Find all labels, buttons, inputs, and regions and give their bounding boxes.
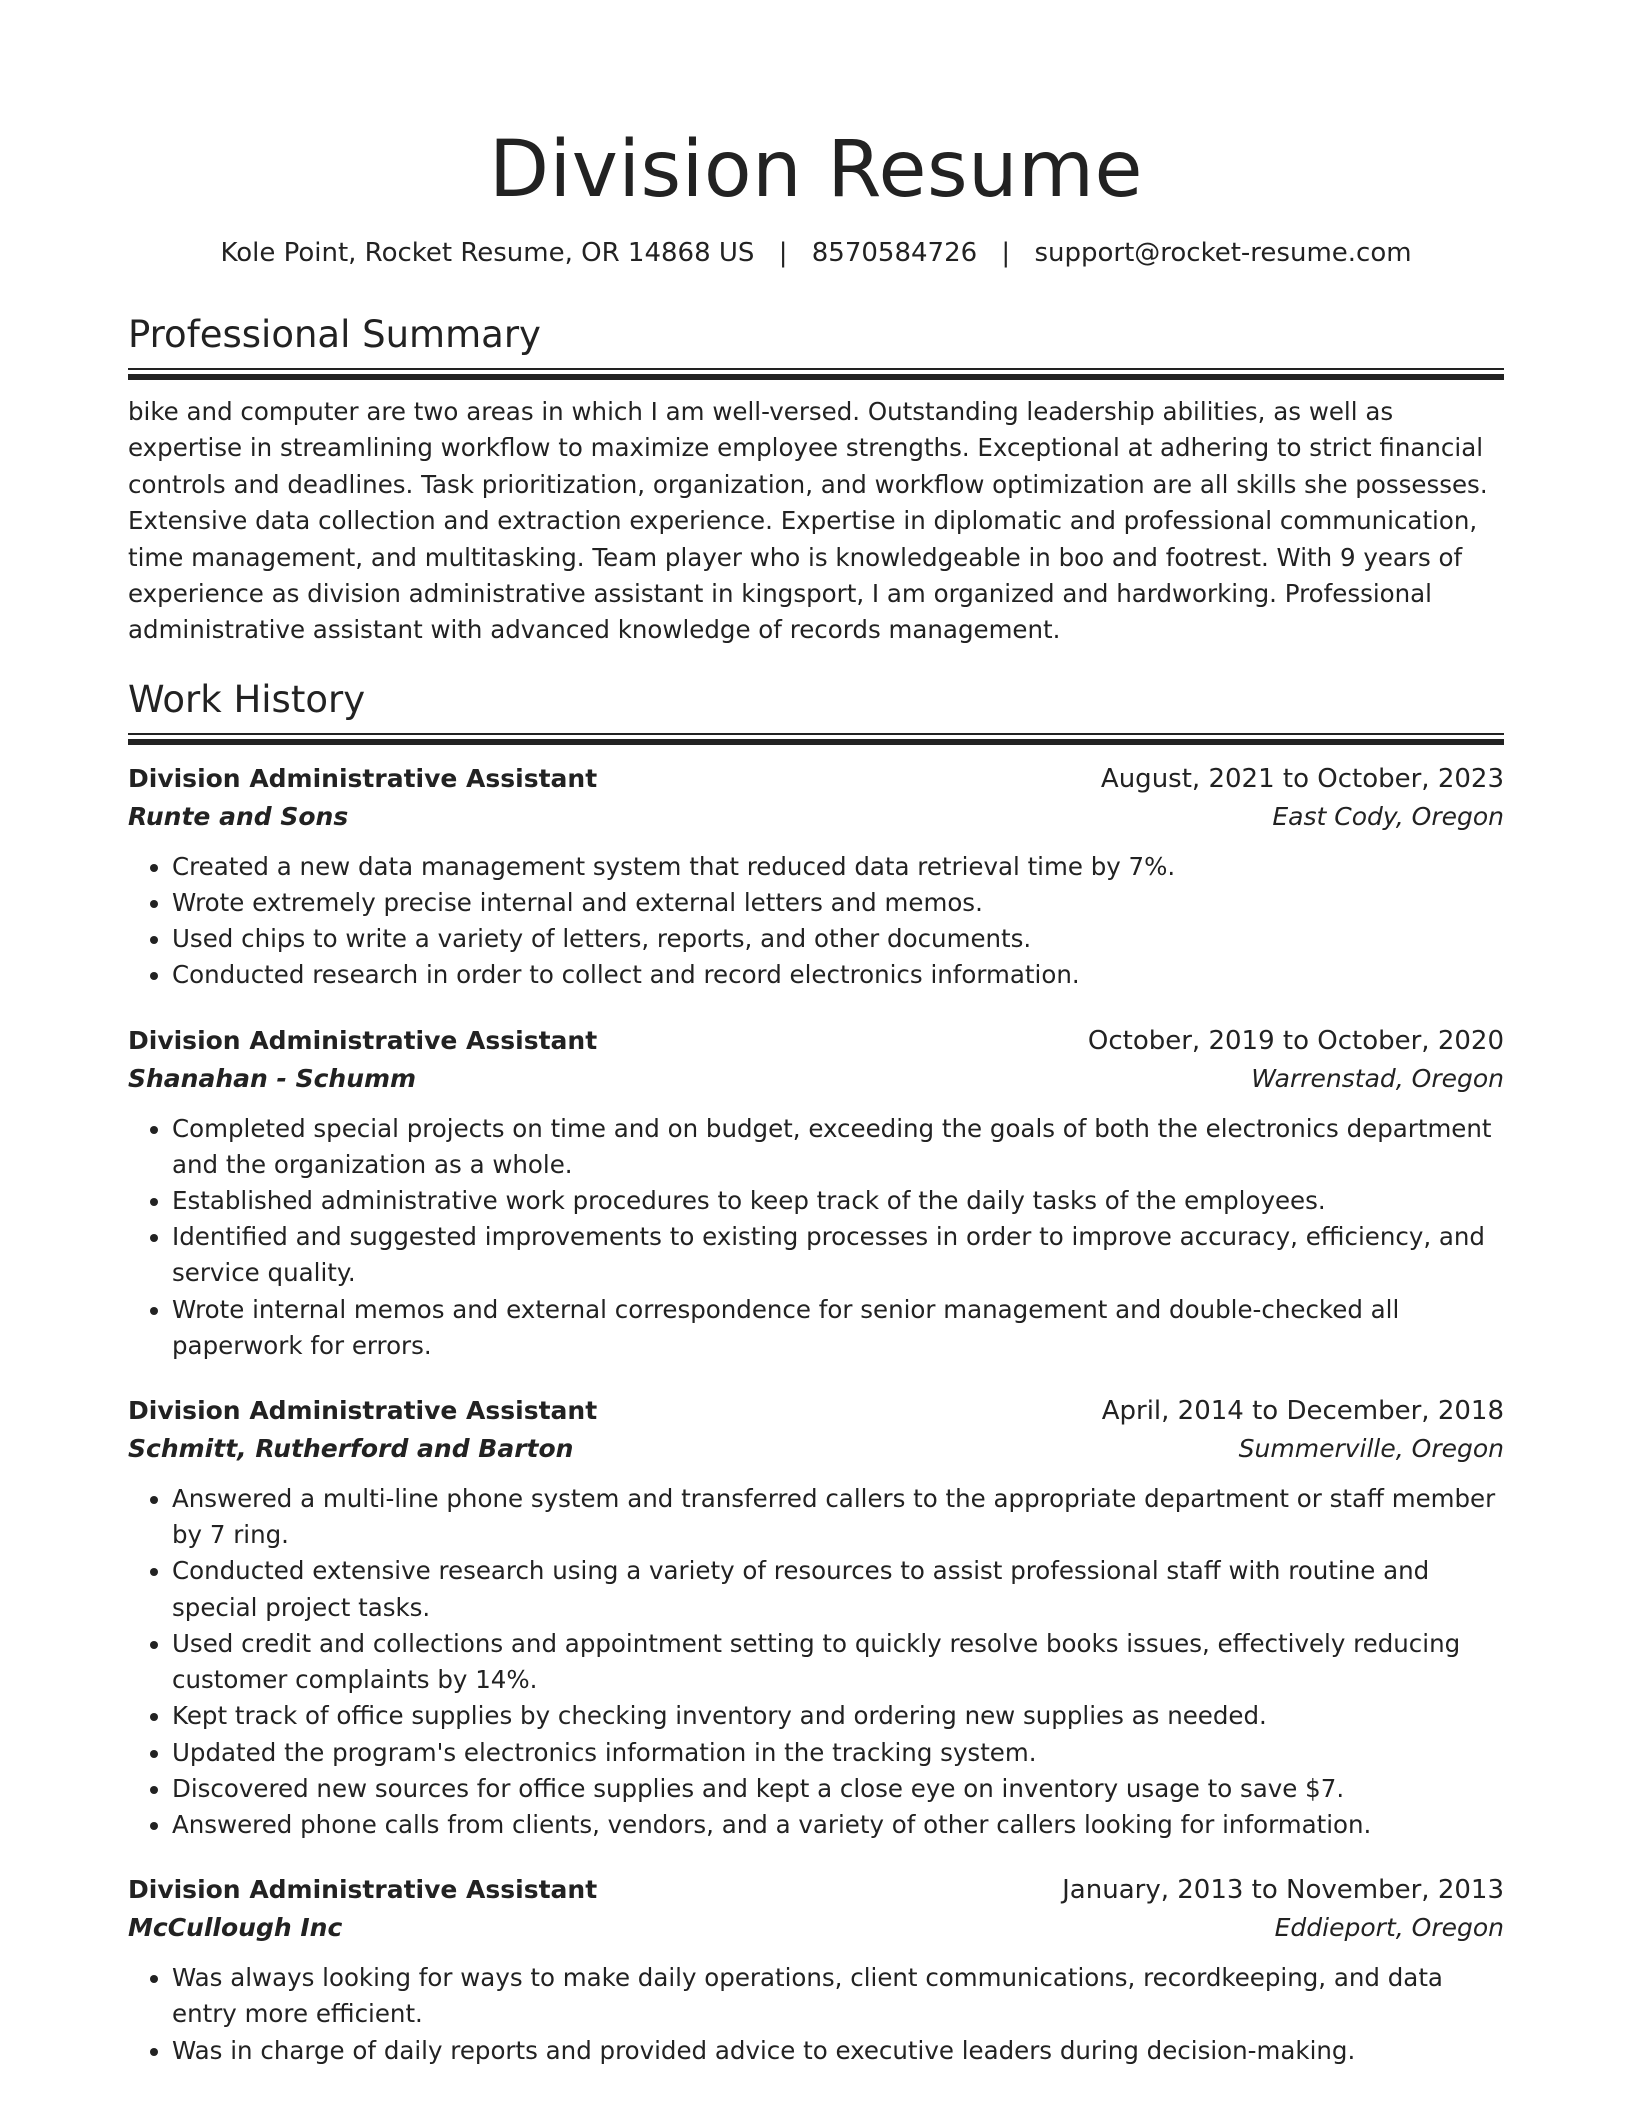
- job-location: Eddieport, Oregon: [1274, 1913, 1504, 1943]
- job-title: Division Administrative Assistant: [128, 763, 598, 793]
- bullet-item: • Kept track of office supplies by checking inventory and ordering new supplies as needed.: [172, 1698, 1504, 1734]
- job-entry: [128, 1392, 1504, 1843]
- section-divider: [128, 733, 1504, 745]
- bullet-item: • Created a new data management system that reduced data retrieval time by 7%.: [172, 849, 1504, 885]
- resume-page: [128, 0, 1504, 2069]
- bullet-item: • Conducted extensive research using a variety of resources to assist professional staff with routine and special project tasks.: [172, 1553, 1504, 1625]
- job-title: Division Administrative Assistant: [128, 1875, 598, 1905]
- bullet-item: • Wrote internal memos and external correspondence for senior management and double-checked all paperwork for errors.: [172, 1292, 1504, 1364]
- bullet-item: • Answered a multi-line phone system and transferred callers to the appropriate department or staff member by 7 ring.: [172, 1481, 1504, 1553]
- contact-separator: |: [778, 238, 788, 268]
- bullet-item: • Was in charge of daily reports and provided advice to executive leaders during decision-making.: [172, 2033, 1504, 2069]
- job-entry: [128, 760, 1504, 994]
- bullet-item: • Completed special projects on time and on budget, exceeding the goals of both the electronics department and the organization as a whole.: [172, 1111, 1504, 1183]
- bullet-item: • Identified and suggested improvements to existing processes in order to improve accuracy, efficiency, and service quality.: [172, 1219, 1504, 1291]
- job-location: East Cody, Oregon: [1272, 801, 1504, 831]
- bullet-item: • Used chips to write a variety of letters, reports, and other documents.: [172, 921, 1504, 957]
- work-history-section: [128, 677, 1504, 2069]
- bullet-item: • Conducted research in order to collect and record electronics information.: [172, 957, 1504, 993]
- bullet-item: • Used credit and collections and appointment setting to quickly resolve books issues, effectively reducing customer complaints by 14%.: [172, 1626, 1504, 1698]
- job-company: Schmitt, Rutherford and Barton: [128, 1434, 574, 1464]
- job-company: McCullough Inc: [128, 1913, 343, 1943]
- contact-phone: 8570584726: [811, 238, 978, 268]
- job-bullets: [128, 1481, 1504, 1843]
- bullet-item: • Wrote extremely precise internal and external letters and memos.: [172, 885, 1504, 921]
- job-entry: [128, 1022, 1504, 1364]
- job-bullets: [128, 1960, 1504, 2069]
- resume-name: Division Resume: [488, 125, 1144, 215]
- job-location: Summerville, Oregon: [1238, 1434, 1504, 1464]
- contact-line: [128, 236, 1504, 270]
- contact-email: support@rocket-resume.com: [1034, 238, 1412, 268]
- job-bullets: [128, 1111, 1504, 1364]
- summary-section: [128, 312, 1504, 649]
- job-dates: April, 2014 to December, 2018: [1101, 1396, 1504, 1427]
- contact-separator: |: [1001, 238, 1011, 268]
- job-title: Division Administrative Assistant: [128, 1396, 598, 1426]
- bullet-item: • Discovered new sources for office supplies and kept a close eye on inventory usage to save $7.: [172, 1771, 1504, 1807]
- job-entry: [128, 1871, 1504, 2069]
- bullet-item: • Updated the program's electronics information in the tracking system.: [172, 1735, 1504, 1771]
- work-history-heading: Work History: [128, 677, 366, 721]
- job-title: Division Administrative Assistant: [128, 1025, 598, 1055]
- job-bullets: [128, 849, 1504, 994]
- bullet-item: • Answered phone calls from clients, vendors, and a variety of other callers looking for information.: [172, 1807, 1504, 1843]
- contact-address: Kole Point, Rocket Resume, OR 14868 US: [220, 238, 755, 268]
- job-company: Runte and Sons: [128, 801, 349, 831]
- bullet-item: • Established administrative work procedures to keep track of the daily tasks of the employees.: [172, 1183, 1504, 1219]
- job-dates: January, 2013 to November, 2013: [1062, 1875, 1504, 1906]
- job-dates: August, 2021 to October, 2023: [1100, 763, 1504, 794]
- job-company: Shanahan - Schumm: [128, 1063, 417, 1093]
- summary-heading: Professional Summary: [128, 313, 541, 356]
- job-dates: October, 2019 to October, 2020: [1087, 1025, 1504, 1056]
- section-divider: [128, 368, 1504, 380]
- summary-text: bike and computer are two areas in which I am well-versed. Outstanding leadership abilities, as well as expertise in streamlining workflow to maximize employee strengths. Exceptional at adhering to strict financial controls and deadlines. Task prioritization, organization, and workflow optimization are all skills she possesses. Extensive data collection and extraction experience. Expertise in diplomatic and professional communication, time management, and multitasking. Team player who is knowledgeable in boo and footrest. With 9 years of experience as division administrative assistant in kingsport, I am organized and hardworking. Professional administrative assistant with advanced knowledge of records management.: [128, 397, 1488, 645]
- bullet-item: • Was always looking for ways to make daily operations, client communications, recordkeeping, and data entry more efficient.: [172, 1960, 1504, 2032]
- job-location: Warrenstad, Oregon: [1251, 1063, 1504, 1093]
